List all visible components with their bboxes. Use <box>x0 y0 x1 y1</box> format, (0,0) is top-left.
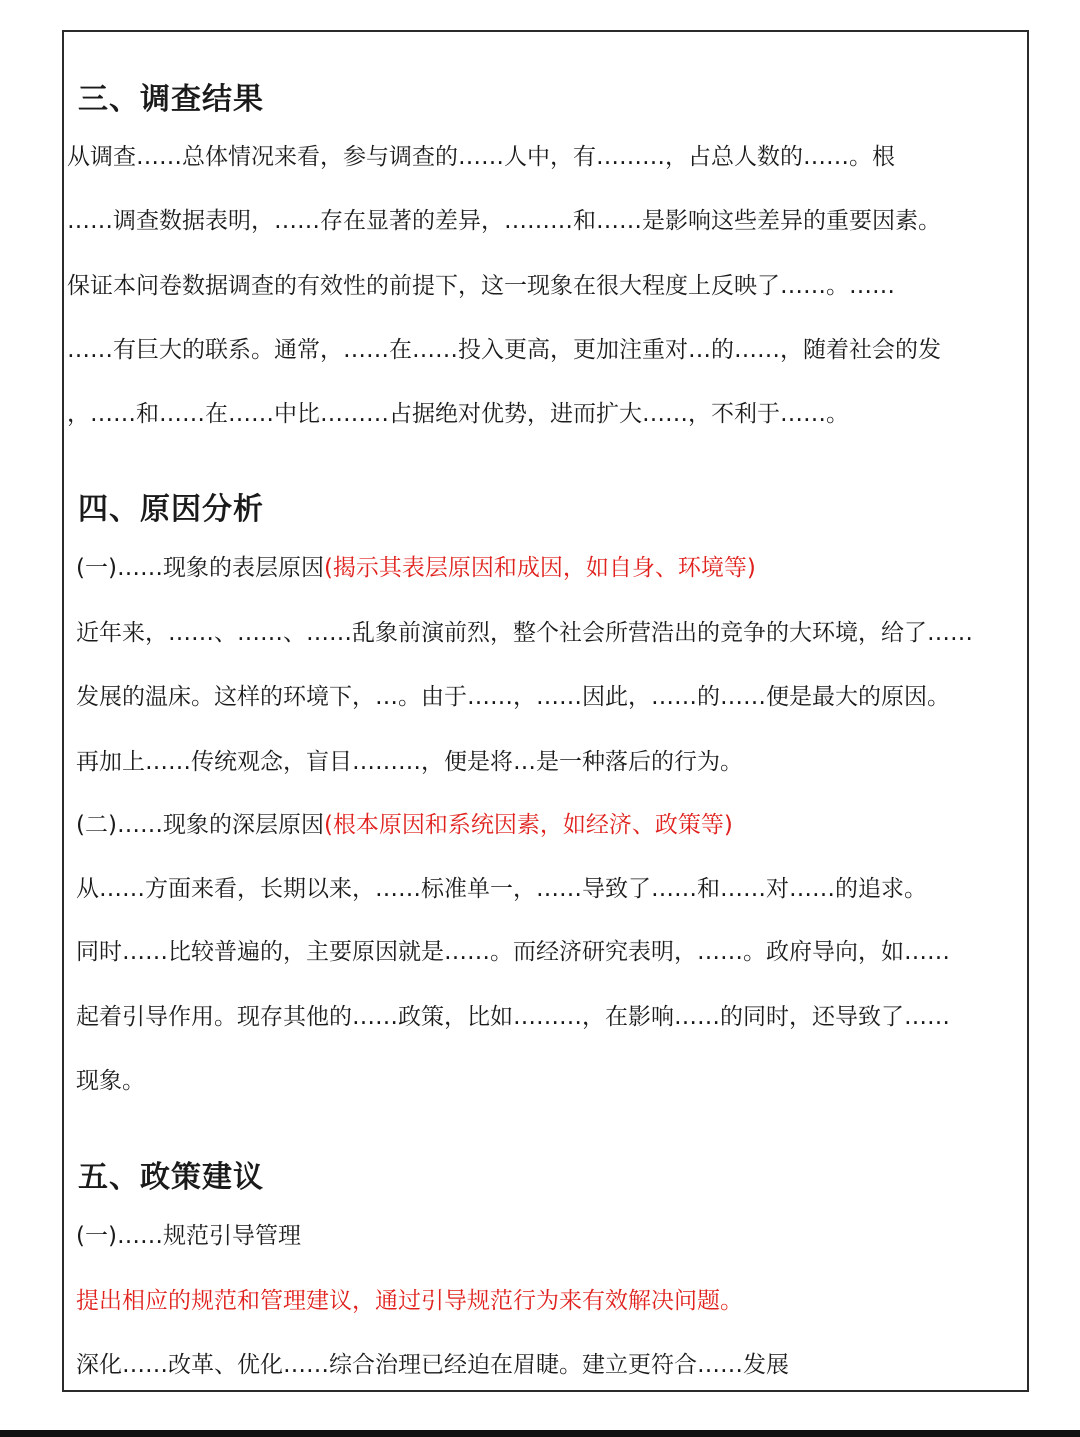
paragraph-line: ，……和……在……中比………占据绝对优势，进而扩大……，不利于……。 <box>67 401 849 427</box>
paragraph-line: 从……方面来看，长期以来，……标准单一，……导致了……和……对……的追求。 <box>76 876 927 902</box>
paragraph-line: 现象。 <box>76 1068 145 1094</box>
highlighted-note: 提出相应的规范和管理建议，通过引导规范行为来有效解决问题。 <box>76 1288 743 1314</box>
subheading-regulate-guide: (一)……规范引导管理 <box>76 1223 301 1249</box>
paragraph-line: 发展的温床。这样的环境下，…。由于……，……因此，……的……便是最大的原因。 <box>76 684 950 710</box>
heading-policy-suggestions: 五、政策建议 <box>78 1160 264 1195</box>
paragraph-line: 再加上……传统观念，盲目………，便是将…是一种落后的行为。 <box>76 749 743 775</box>
document-page <box>62 30 1029 1392</box>
subheading-label: (二)……现象的深层原因 <box>76 812 324 838</box>
paragraph-line: ……调查数据表明，……存在显著的差异，………和……是影响这些差异的重要因素。 <box>67 208 941 234</box>
subheading-note: (根本原因和系统因素，如经济、政策等) <box>323 812 733 838</box>
paragraph-line: 同时……比较普遍的，主要原因就是……。而经济研究表明，……。政府导向，如…… <box>76 939 950 965</box>
paragraph-line: 保证本问卷数据调查的有效性的前提下，这一现象在很大程度上反映了……。…… <box>67 273 895 299</box>
paragraph-line: ……有巨大的联系。通常，……在……投入更高，更加注重对…的……，随着社会的发 <box>67 337 941 363</box>
heading-cause-analysis: 四、原因分析 <box>78 492 264 527</box>
paragraph-line: 从调查……总体情况来看，参与调查的……人中，有………，占总人数的……。根 <box>67 144 895 170</box>
paragraph-line: 近年来，……、……、……乱象前演前烈，整个社会所营浩出的竞争的大环境，给了…… <box>76 620 973 646</box>
subheading-label: (一)……现象的表层原因 <box>76 555 324 581</box>
paragraph-line: 起着引导作用。现存其他的……政策，比如………，在影响……的同时，还导致了…… <box>76 1004 950 1030</box>
subheading-deep-causes <box>76 810 1019 840</box>
paragraph-line: 深化……改革、优化……综合治理已经迫在眉睫。建立更符合……发展 <box>76 1352 789 1378</box>
subheading-surface-causes <box>76 553 1019 583</box>
heading-survey-results: 三、调查结果 <box>78 82 264 117</box>
subheading-note: (揭示其表层原因和成因，如自身、环境等) <box>323 555 756 581</box>
bottom-edge <box>0 1430 1080 1437</box>
